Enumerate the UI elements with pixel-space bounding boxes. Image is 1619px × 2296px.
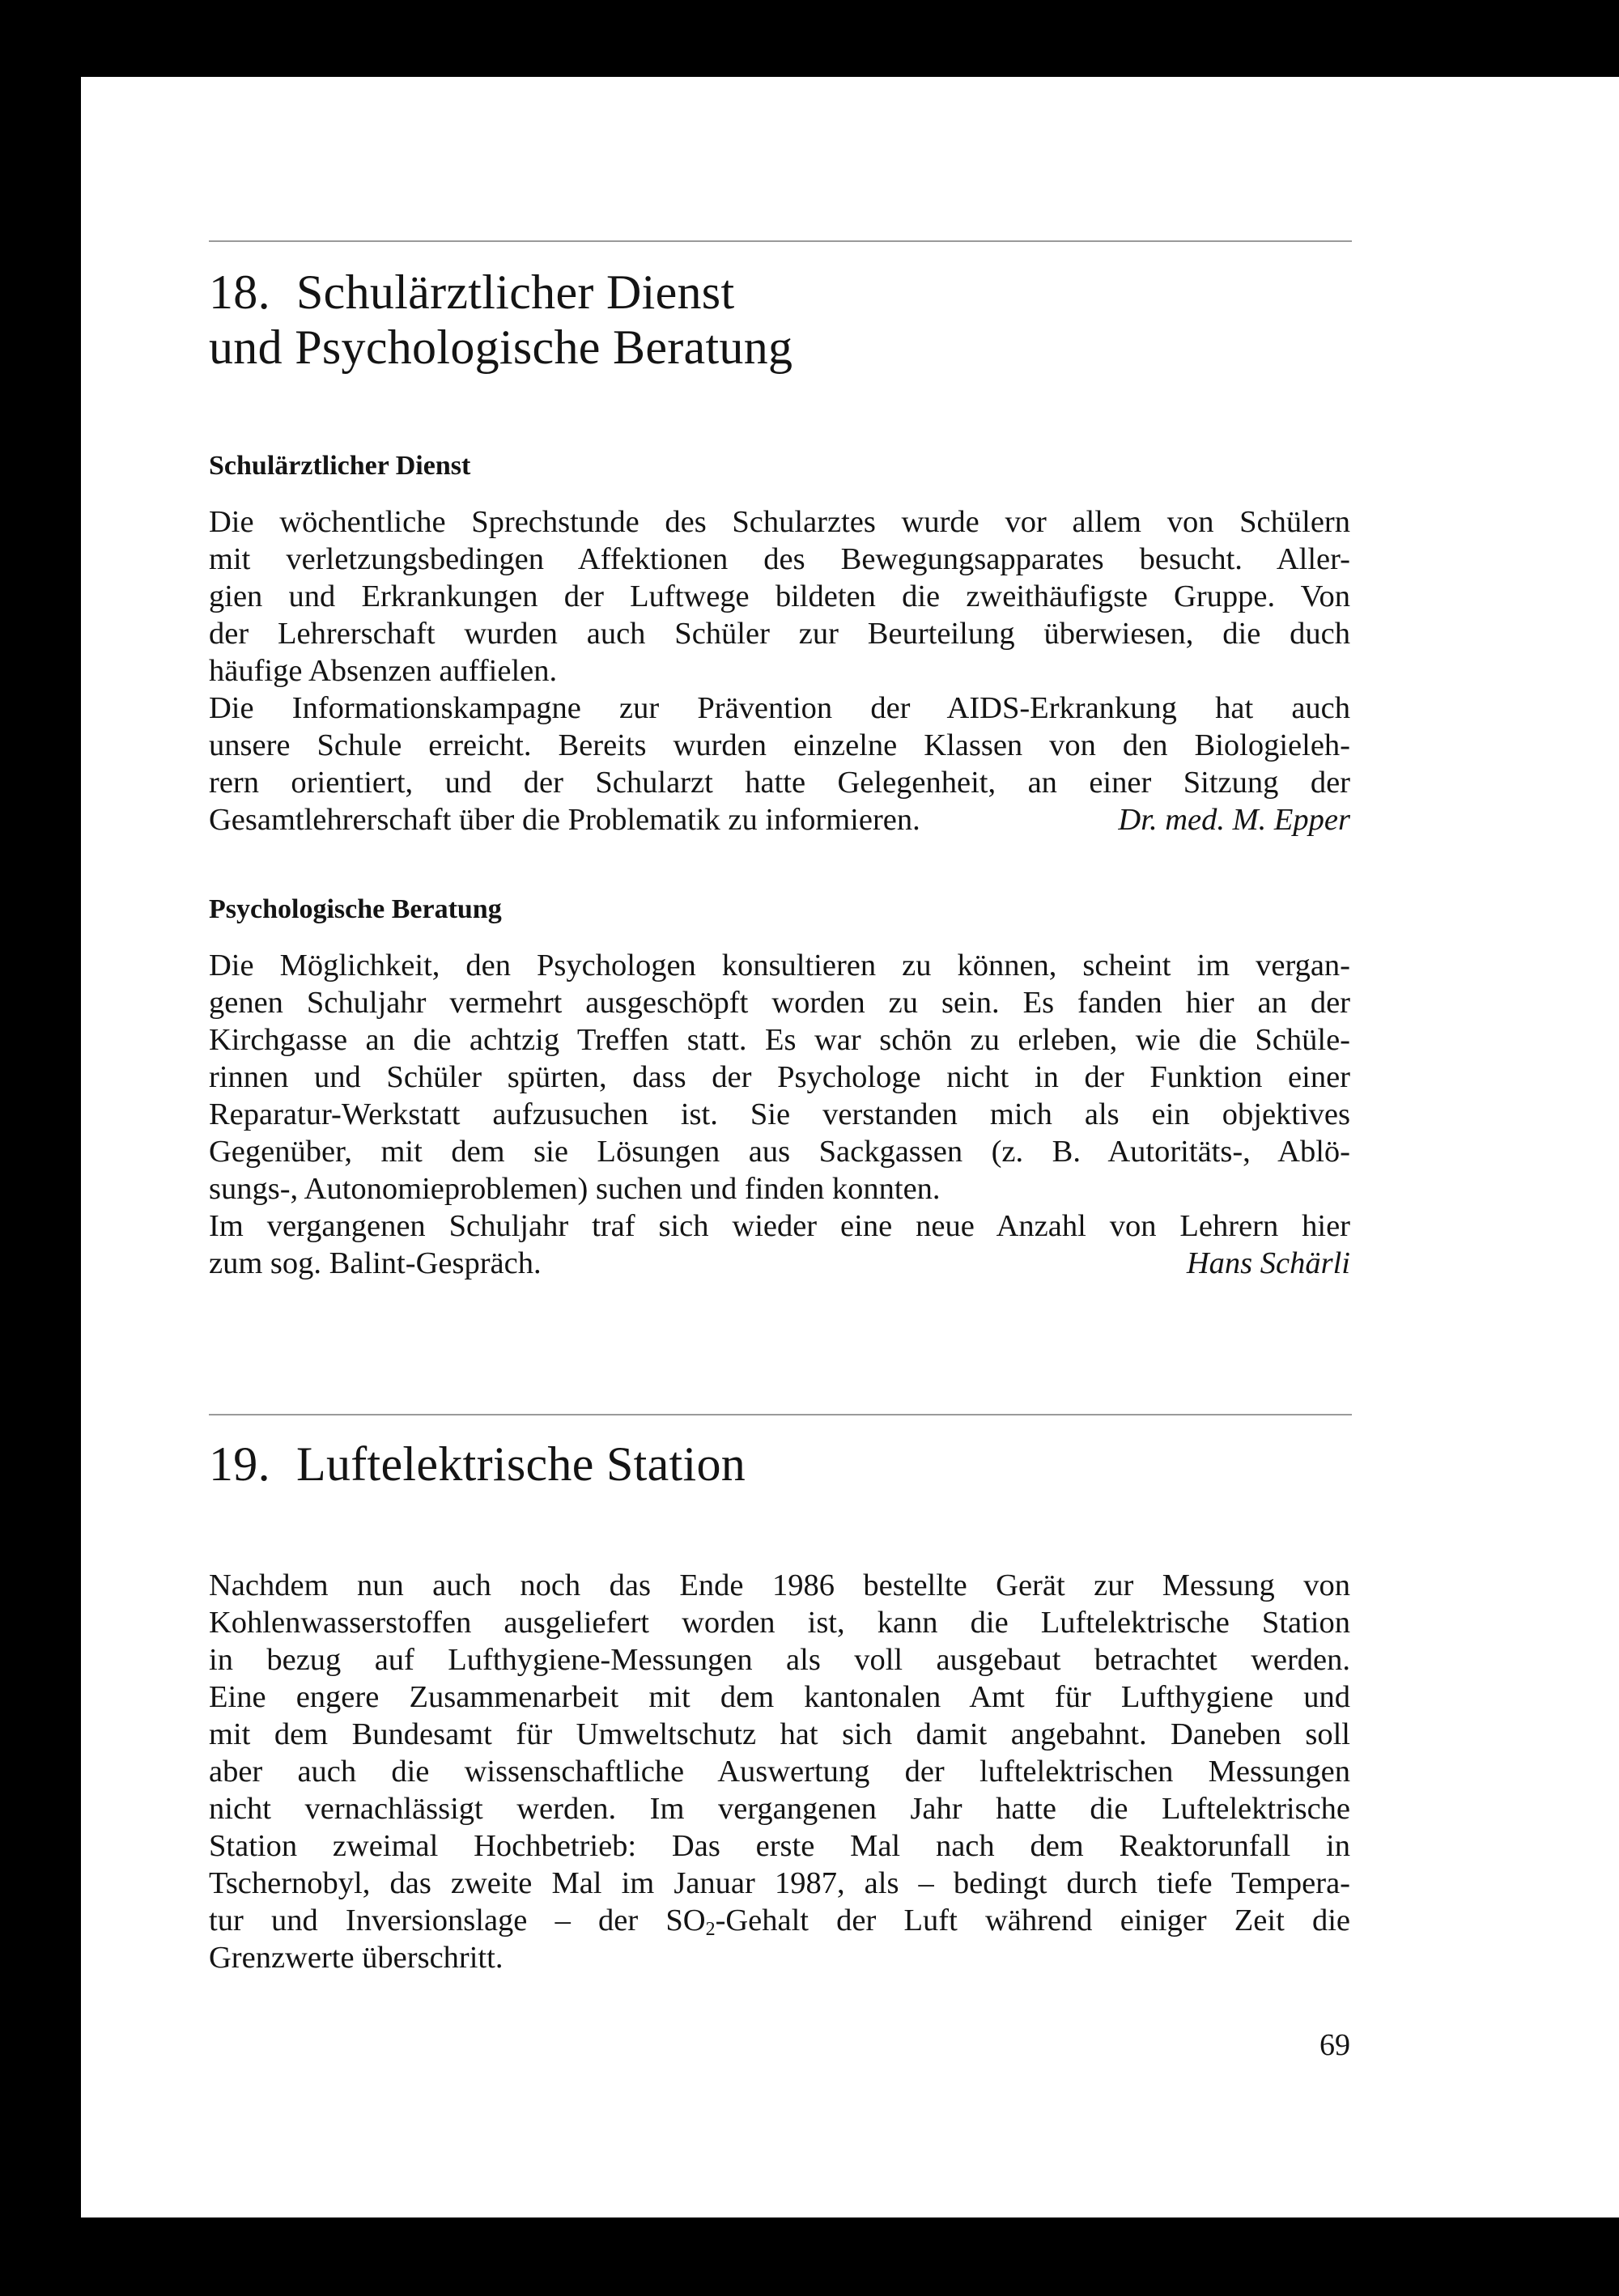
text-line: Nachdem nun auch noch das Ende 1986 bestellte Gerät zur Messung von — [209, 1568, 1350, 1602]
chapter-18-rule — [209, 240, 1352, 242]
author-signature: Hans Schärli — [1186, 1246, 1350, 1280]
page-number: 69 — [1319, 2028, 1350, 2062]
text-line: in bezug auf Lufthygiene-Messungen als voll ausgebaut betrachtet werden. — [209, 1643, 1350, 1677]
text-line: nicht vernachlässigt werden. Im vergangenen Jahr hatte die Luftelektrische — [209, 1792, 1350, 1826]
section-heading-psychologie: Psychologische Beratung — [209, 894, 502, 924]
text-line: Die wöchentliche Sprechstunde des Schularztes wurde vor allem von Schülern — [209, 505, 1350, 539]
chapter-19-number: 19. — [209, 1437, 270, 1491]
chapter-18-title — [209, 265, 793, 375]
text-line: unsere Schule erreicht. Bereits wurden einzelne Klassen von den Biologieleh- — [209, 728, 1350, 762]
text-line: mit dem Bundesamt für Umweltschutz hat sich damit angebahnt. Daneben soll — [209, 1717, 1350, 1751]
document-page — [81, 77, 1619, 2217]
chapter-19-title — [209, 1437, 746, 1492]
paragraph-psychologie — [209, 947, 1350, 1282]
text-line — [209, 1902, 1350, 1939]
text-line — [209, 1245, 1350, 1282]
chapter-19-rule — [209, 1414, 1352, 1415]
text-line: aber auch die wissenschaftliche Auswertung der luftelektrischen Messungen — [209, 1755, 1350, 1789]
text-line: Im vergangenen Schuljahr traf sich wieder eine neue Anzahl von Lehrern hier — [209, 1209, 1350, 1243]
paragraph-luftelektrik — [209, 1567, 1350, 1976]
chapter-18-number: 18. — [209, 265, 270, 319]
text-line: Die Möglichkeit, den Psychologen konsultieren zu können, scheint im vergan- — [209, 949, 1350, 982]
text-line: mit verletzungsbedingen Affektionen des Bewegungsapparates besucht. Aller- — [209, 542, 1350, 576]
section-heading-schularzt: Schulärztlicher Dienst — [209, 451, 471, 481]
text-line: rern orientiert, und der Schularzt hatte Gelegenheit, an einer Sitzung der — [209, 766, 1350, 800]
text-line-part: tur und Inversionslage – der SO — [209, 1903, 706, 1937]
text-line: Tschernobyl, das zweite Mal im Januar 1987, als – bedingt durch tiefe Tempera- — [209, 1866, 1350, 1900]
text-line: Station zweimal Hochbetrieb: Das erste Mal nach dem Reaktorunfall in — [209, 1829, 1350, 1863]
text-line: Reparatur-Werkstatt aufzusuchen ist. Sie verstanden mich als ein objektives — [209, 1097, 1350, 1131]
text-line: gien und Erkrankungen der Luftwege bildeten die zweithäufigste Gruppe. Von — [209, 579, 1350, 613]
chapter-19-title-text: Luftelektrische Station — [296, 1437, 746, 1491]
chapter-18-title-line1: Schulärztlicher Dienst — [296, 265, 735, 319]
chapter-18-title-line2: und Psychologische Beratung — [209, 320, 793, 374]
text-line-content: Gesamtlehrerschaft über die Problematik zu informieren. — [209, 803, 920, 837]
text-line: genen Schuljahr vermehrt ausgeschöpft worden zu sein. Es fanden hier an der — [209, 986, 1350, 1020]
text-line — [209, 801, 1350, 838]
paragraph-schularzt — [209, 503, 1350, 838]
text-line: rinnen und Schüler spürten, dass der Psychologe nicht in der Funktion einer — [209, 1060, 1350, 1094]
text-line: Grenzwerte überschritt. — [209, 1941, 504, 1975]
subscript: 2 — [705, 1919, 716, 1940]
author-signature: Dr. med. M. Epper — [1118, 803, 1350, 837]
text-line-content: zum sog. Balint-Gespräch. — [209, 1246, 542, 1280]
text-line: Kirchgasse an die achtzig Treffen statt. Es war schön zu erleben, wie die Schüle- — [209, 1023, 1350, 1057]
text-line: der Lehrerschaft wurden auch Schüler zur Beurteilung überwiesen, die duch — [209, 617, 1350, 651]
text-line-part: -Gehalt der Luft während einiger Zeit die — [715, 1903, 1350, 1937]
text-line: Gegenüber, mit dem sie Lösungen aus Sackgassen (z. B. Autoritäts-, Ablö- — [209, 1135, 1350, 1169]
text-line: Die Informationskampagne zur Prävention der AIDS-Erkrankung hat auch — [209, 691, 1350, 725]
text-line: häufige Absenzen auffielen. — [209, 654, 558, 688]
text-line: Kohlenwasserstoffen ausgeliefert worden ist, kann die Luftelektrische Station — [209, 1606, 1350, 1640]
text-line: sungs-, Autonomieproblemen) suchen und finden konnten. — [209, 1172, 941, 1206]
text-line: Eine engere Zusammenarbeit mit dem kantonalen Amt für Lufthygiene und — [209, 1680, 1350, 1714]
